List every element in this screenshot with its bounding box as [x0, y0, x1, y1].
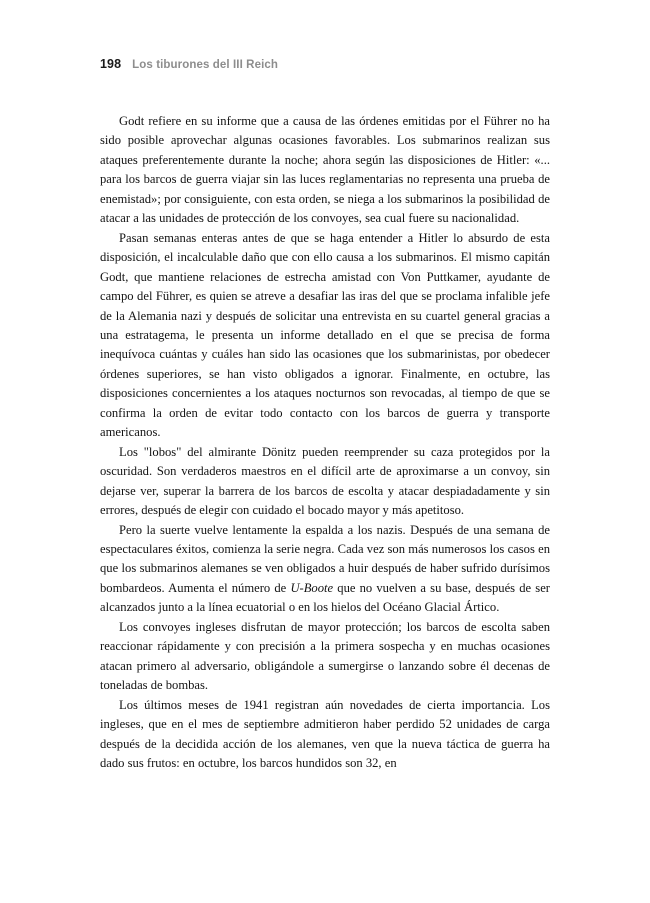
italic-term-u-boote: U-Boote	[290, 580, 334, 595]
paragraph-4-text-after: que no vuelven a su base, después de ser alcanzados junto a la línea ecuatorial o en los hielos del Océano Glacial Ártico.	[100, 580, 550, 615]
body-text-block	[100, 112, 550, 773]
paragraph-2: Pasan semanas enteras antes de que se haga entender a Hitler lo absurdo de esta disposición, el incalculable daño que con ello causa a los submarinos. El mismo capitán Godt, que mantiene relaciones de estrecha amistad con Von Puttkamer, ayudante de campo del Führer, es quien se atreve a desafiar las iras del que se proclama infalible jefe de la Alemania nazi y después de solicitar una entrevista en su cuartel general gracias a una estratagema, le presenta un informe detallado en el que se precisa de forma inequívoca cuántas y cuáles han sido las ocasiones que los submarinistas, por obedecer órdenes superiores, se han visto obligados a ignorar. Finalmente, en octubre, las disposiciones concernientes a los ataques nocturnos son revocadas, al tiempo de que se confirma la orden de evitar todo contacto con los barcos de guerra y transporte americanos.	[100, 230, 550, 440]
running-head-title: Los tiburones del III Reich	[132, 59, 278, 71]
paragraph-4-text-before: Pero la suerte vuelve lentamente la espalda a los nazis. Después de una semana de espectaculares éxitos, comienza la serie negra. Cada vez son más numerosos los casos en que los submarinos alemanes se ven obligados a huir después de haber sufrido durísimos bombardeos. Aumenta el número de	[100, 522, 550, 595]
page-number: 198	[100, 57, 122, 71]
paragraph-4	[100, 521, 550, 618]
paragraph-6: Los últimos meses de 1941 registran aún novedades de cierta importancia. Los ingleses, que en el mes de septiembre admitieron haber perdido 52 unidades de carga después de la decidida acción de los alemanes, ven que la nueva táctica de guerra ha dado sus frutos: en octubre, los barcos hundidos son 32, en	[100, 697, 550, 770]
paragraph-3: Los "lobos" del almirante Dönitz pueden reemprender su caza protegidos por la oscuridad. Son verdaderos maestros en el difícil arte de aproximarse a un convoy, sin dejarse ver, superar la barrera de los barcos de escolta y atacar despiadadamente y sin errores, después de elegir con cuidado el bocado mayor y más apetitoso.	[100, 444, 550, 518]
paragraph-1: Godt refiere en su informe que a causa de las órdenes emitidas por el Führer no ha sido posible aprovechar algunas ocasiones favorables. Los submarinos realizan sus ataques preferentemente durante la noche; ahora según las disposiciones de Hitler: «... para los barcos de guerra viajar sin las luces reglamentarias no representa una prueba de enemistad»; por consiguiente, con esta orden, se niega a los submarinos la posibilidad de atacar a las unidades de protección de los convoyes, sea cual fuere su nacionalidad.	[100, 114, 550, 226]
paragraph-5: Los convoyes ingleses disfrutan de mayor protección; los barcos de escolta saben reaccionar rápidamente y con precisión a la primera sospecha y en muchas ocasiones atacan primero al adversario, obligándole a sumergirse o lanzando sobre él decenas de toneladas de bombas.	[100, 619, 550, 693]
running-head	[100, 57, 278, 71]
